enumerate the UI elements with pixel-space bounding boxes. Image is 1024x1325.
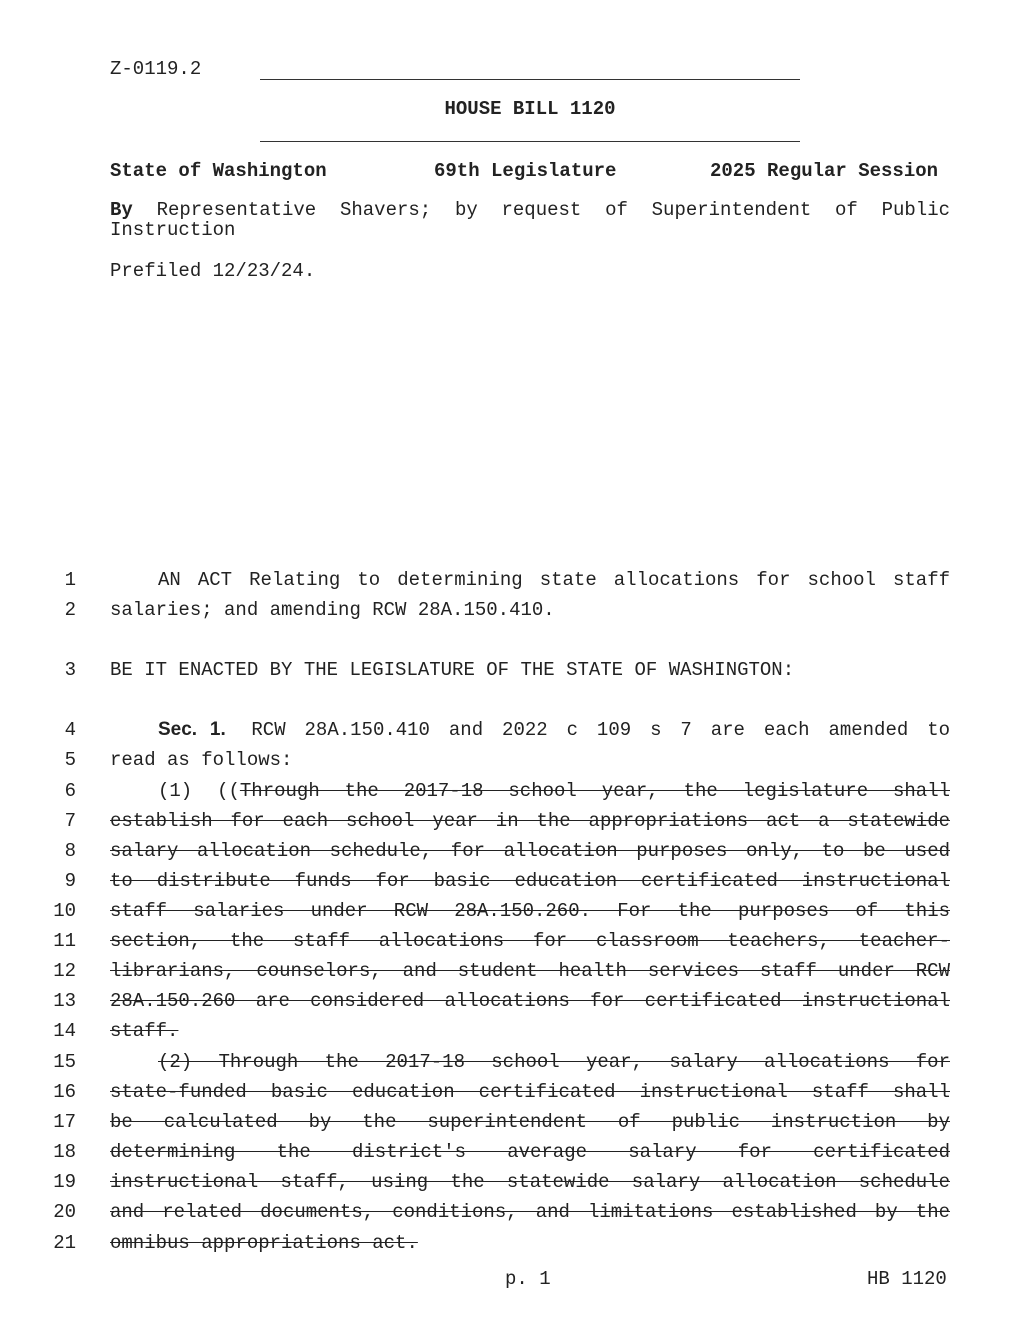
legislature-label: 69th Legislature: [434, 160, 617, 182]
line-number: 9: [64, 870, 76, 892]
struck-line: be calculated by the superintendent of public instruction by: [110, 1111, 950, 1133]
struck-line: staff salaries under RCW 28A.150.260. For the purposes of this: [110, 900, 950, 922]
section-text: RCW 28A.150.410 and 2022 c 109 s 7 are each amended to: [251, 719, 950, 741]
sponsor-line: [110, 200, 950, 240]
struck-line: omnibus appropriations act.: [110, 1232, 418, 1254]
struck-line: librarians, counselors, and student health services staff under RCW: [110, 960, 950, 982]
struck-line: instructional staff, using the statewide salary allocation schedule: [110, 1171, 950, 1193]
title-rule-bottom: [260, 141, 800, 142]
struck-line: establish for each school year in the appropriations act a statewide: [110, 810, 950, 832]
struck-line: section, the staff allocations for classroom teachers, teacher-: [110, 930, 950, 952]
struck-text: Through the 2017-18 school year, the legislature shall: [239, 780, 950, 802]
bill-title: HOUSE BILL 1120: [444, 98, 616, 120]
line-number: 2: [64, 599, 76, 621]
body-line: [110, 780, 950, 802]
line-number: 18: [53, 1141, 76, 1163]
section-label: Sec. 1.: [158, 719, 226, 740]
sponsor-names: Representative Shavers; by request of Superintendent of Public Instruction: [110, 199, 950, 241]
struck-line: to distribute funds for basic education certificated instructional: [110, 870, 950, 892]
bill-reference: HB 1120: [867, 1268, 947, 1290]
line-number: 15: [53, 1051, 76, 1073]
line-number: 1: [64, 569, 76, 591]
subsection-prefix: (1) ((: [158, 780, 240, 802]
struck-line: determining the district's average salary for certificated: [110, 1141, 950, 1163]
line-number: 6: [64, 780, 76, 802]
line-number: 20: [53, 1201, 76, 1223]
title-rule-top: [260, 79, 800, 80]
struck-line: salary allocation schedule, for allocation purposes only, to be used: [110, 840, 950, 862]
sponsor-by: By: [110, 199, 133, 221]
line-number: 14: [53, 1020, 76, 1042]
line-number: 12: [53, 960, 76, 982]
line-number: 5: [64, 749, 76, 771]
struck-line: staff.: [110, 1020, 179, 1042]
struck-line: state-funded basic education certificated instructional staff shall: [110, 1081, 950, 1103]
struck-line: and related documents, conditions, and limitations established by the: [110, 1201, 950, 1223]
line-number: 3: [64, 659, 76, 681]
line-number: 19: [53, 1171, 76, 1193]
section-heading-line: [110, 719, 950, 741]
draft-code: Z-0119.2: [110, 58, 202, 80]
struck-line: 28A.150.260 are considered allocations for certificated instructional: [110, 990, 950, 1012]
enacting-clause: BE IT ENACTED BY THE LEGISLATURE OF THE STATE OF WASHINGTON:: [110, 659, 795, 681]
line-number: 8: [64, 840, 76, 862]
state-label: State of Washington: [110, 160, 327, 182]
session-label: 2025 Regular Session: [710, 160, 939, 182]
act-title-line: salaries; and amending RCW 28A.150.410.: [110, 599, 555, 621]
line-number: 16: [53, 1081, 76, 1103]
line-number: 4: [64, 719, 76, 741]
line-number: 11: [53, 930, 76, 952]
prefiled-date: Prefiled 12/23/24.: [110, 260, 316, 282]
line-number: 13: [53, 990, 76, 1012]
struck-line: (2) Through the 2017-18 school year, salary allocations for: [158, 1051, 950, 1073]
line-number: 10: [53, 900, 76, 922]
line-number: 7: [64, 810, 76, 832]
line-number: 17: [53, 1111, 76, 1133]
page-number: p. 1: [505, 1268, 551, 1290]
act-title-line: AN ACT Relating to determining state allocations for school staff: [158, 569, 950, 591]
body-line: read as follows:: [110, 749, 293, 771]
line-number: 21: [53, 1232, 76, 1254]
